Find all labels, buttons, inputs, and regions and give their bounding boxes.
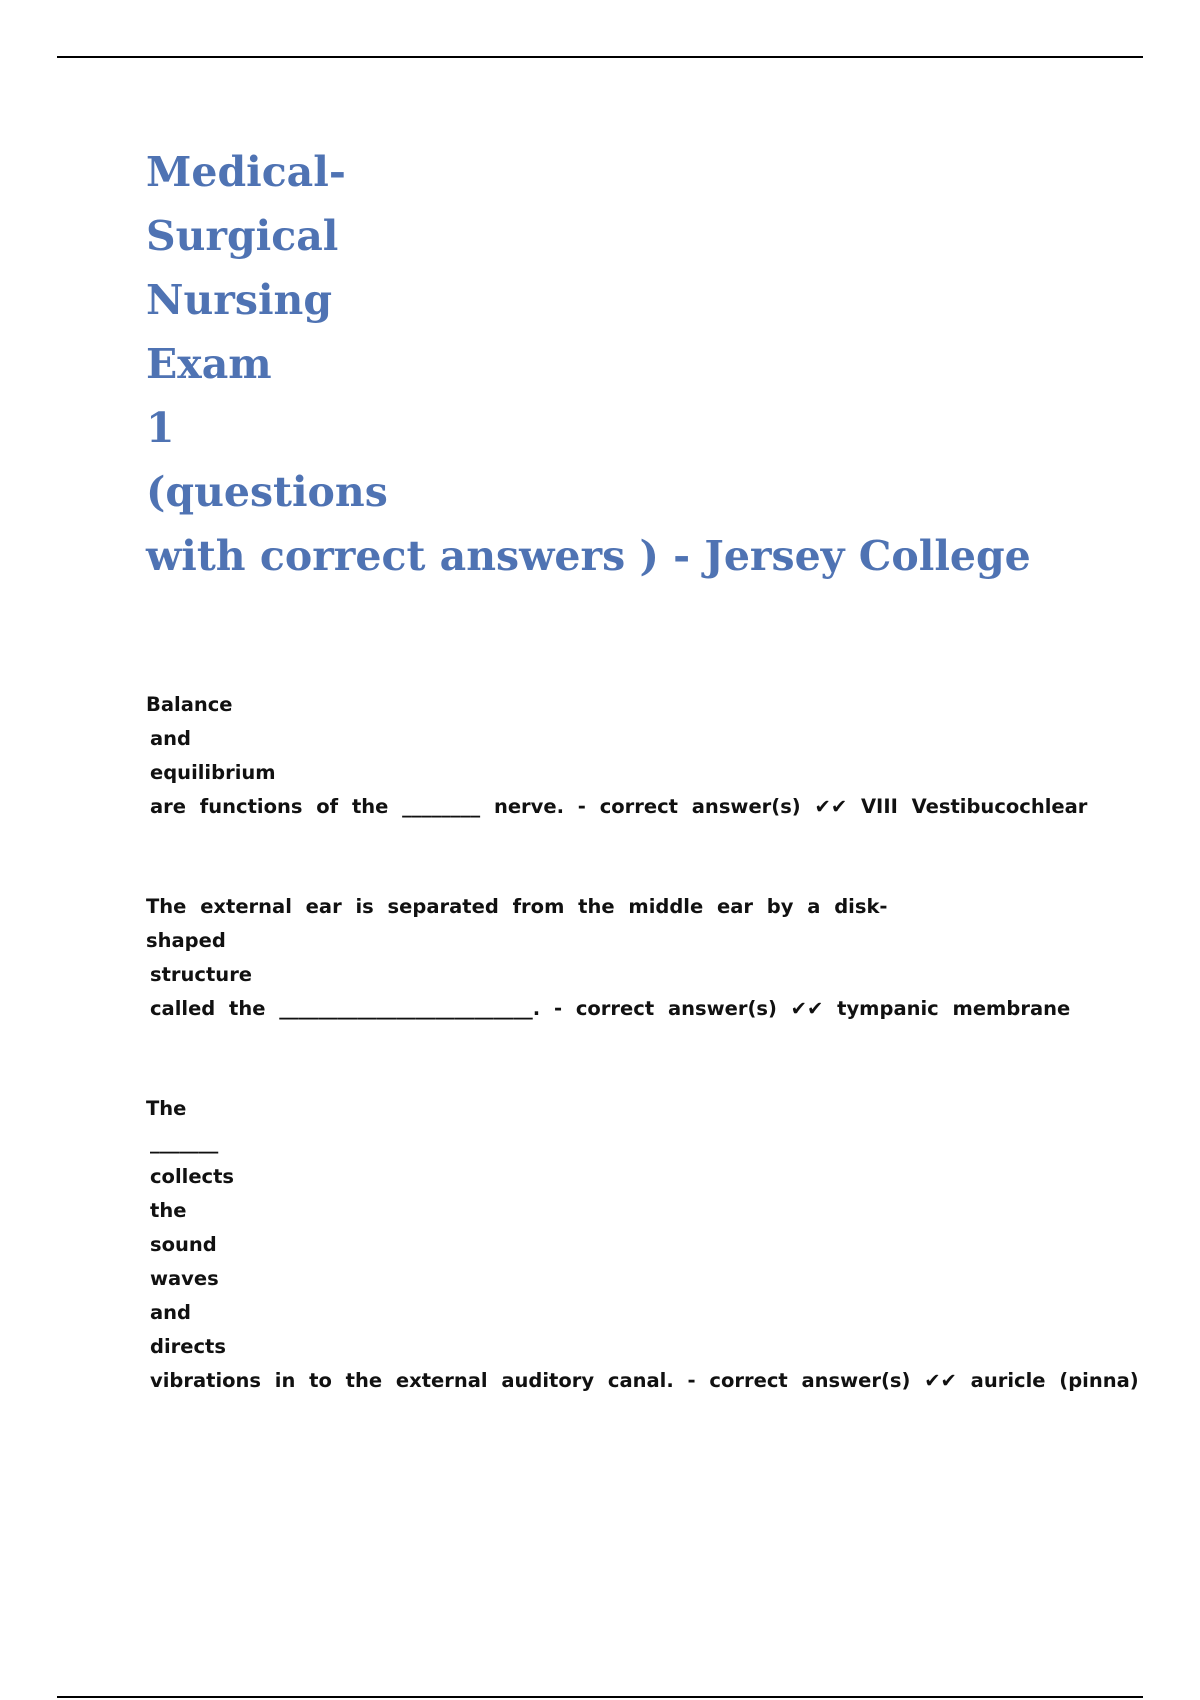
question-line: sound (150, 1233, 217, 1256)
question-block-2 (146, 890, 1070, 1026)
question-block-3 (146, 1092, 1139, 1398)
question-block-1 (146, 688, 1087, 824)
question-line: the (150, 1199, 187, 1222)
question-line: structure (150, 963, 253, 986)
question-answer-line: are functions of the ________ nerve. - correct answer(s) ✔✔ VIII Vestibucochlear (150, 795, 1088, 818)
question-blank-line: _______ (150, 1131, 219, 1154)
question-line: shaped (146, 929, 226, 952)
question-line: The external ear is separated from the middle ear by a disk- (146, 895, 888, 918)
title-line: Exam (146, 340, 272, 388)
question-line: and (150, 1301, 191, 1324)
question-answer-line: called the __________________________. - correct answer(s) ✔✔ tympanic membrane (150, 997, 1071, 1020)
question-line: and (150, 727, 191, 750)
question-line: collects (150, 1165, 235, 1188)
title-line: Medical- (146, 148, 346, 196)
question-answer-line: vibrations in to the external auditory canal. - correct answer(s) ✔✔ auricle (pinna) (150, 1369, 1139, 1392)
title-line: (questions (146, 468, 388, 516)
question-line: Balance (146, 693, 233, 716)
title-line: Nursing (146, 276, 333, 324)
title-line: with correct answers ) - Jersey College (146, 532, 1031, 580)
top-rule (57, 56, 1143, 58)
question-line: waves (150, 1267, 219, 1290)
question-line: directs (150, 1335, 226, 1358)
question-line: The (146, 1097, 187, 1120)
question-line: equilibrium (150, 761, 276, 784)
title-line: Surgical (146, 212, 339, 260)
bottom-rule (57, 1696, 1143, 1698)
document-title (146, 140, 1046, 588)
title-line: 1 (146, 404, 175, 452)
